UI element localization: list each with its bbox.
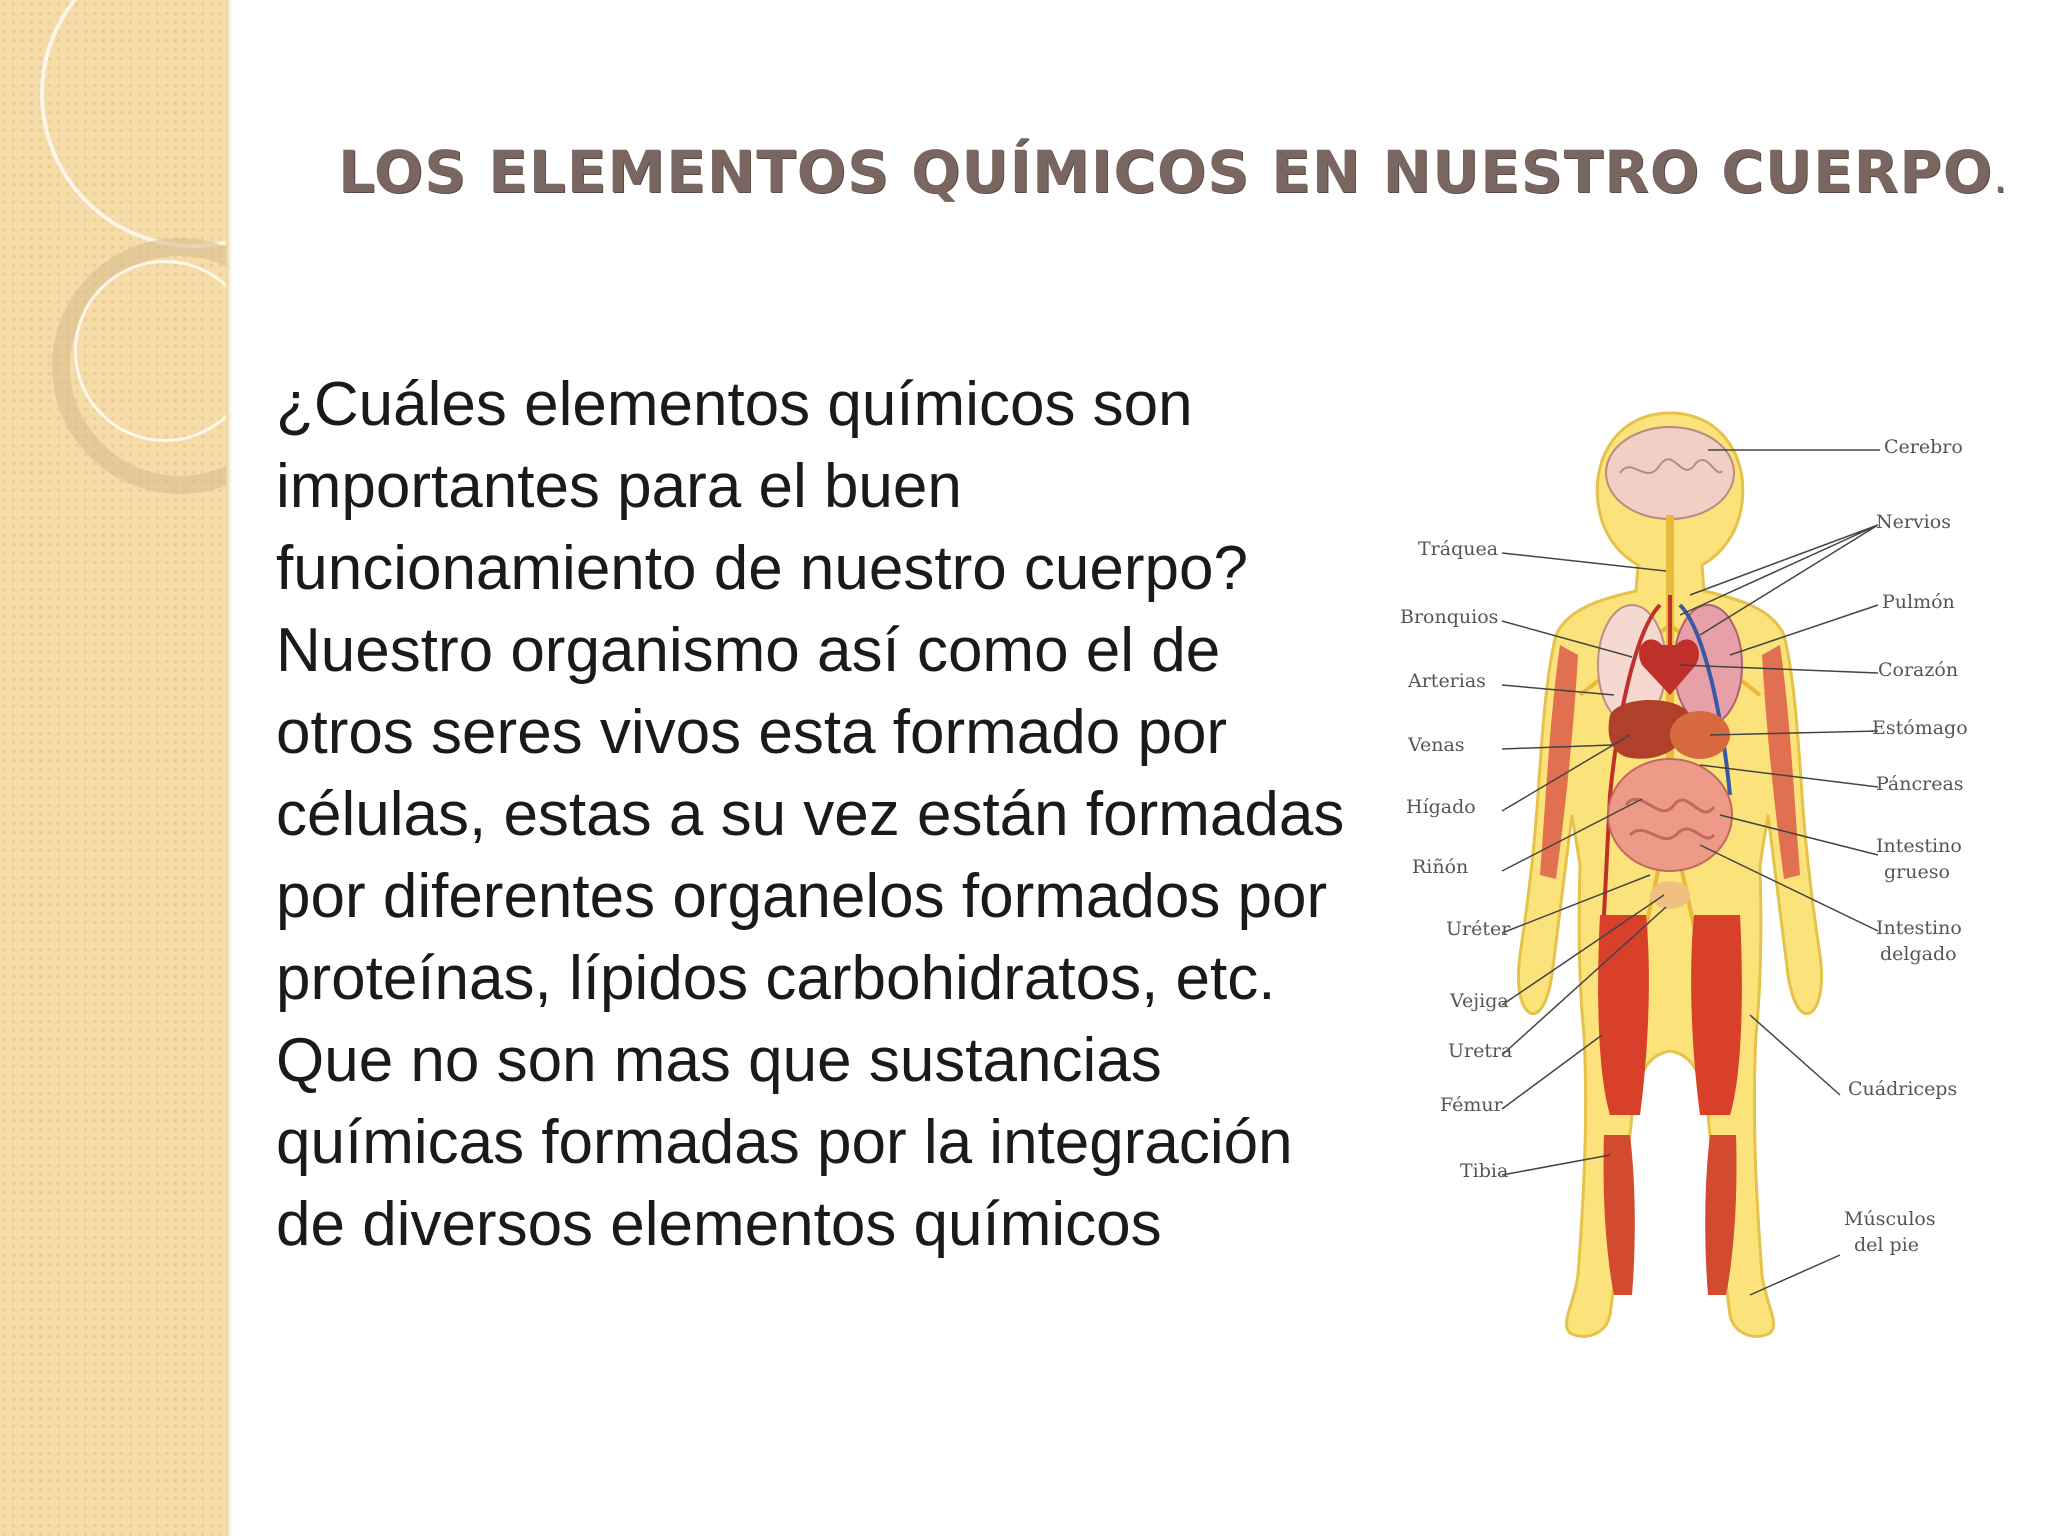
slide-body <box>276 364 1356 1266</box>
label-musculos-pie-1: Músculos <box>1844 1208 1936 1230</box>
label-higado: Hígado <box>1406 796 1476 818</box>
label-traquea: Tráquea <box>1418 538 1499 560</box>
label-intestino-delgado-1: Intestino <box>1876 917 1962 939</box>
label-intestino-grueso-2: grueso <box>1884 861 1950 883</box>
label-femur: Fémur <box>1440 1094 1503 1116</box>
question-text: ¿Cuáles elementos químicos son importantes para el buen funcionamiento de nuestro cuerpo? <box>276 370 1248 603</box>
label-tibia: Tibia <box>1460 1160 1509 1182</box>
label-nervios: Nervios <box>1876 511 1951 533</box>
decorative-ring <box>40 0 226 248</box>
sidebar-edge <box>226 0 232 1536</box>
label-arterias: Arterias <box>1408 670 1486 692</box>
anatomy-svg <box>1370 395 1970 1355</box>
slide-title-suffix: . <box>1993 152 2009 203</box>
label-cuadriceps: Cuádriceps <box>1848 1078 1958 1100</box>
label-cerebro: Cerebro <box>1884 436 1963 458</box>
label-pancreas: Páncreas <box>1876 773 1964 795</box>
human-anatomy-illustration <box>1370 395 1970 1355</box>
body-figure <box>1518 413 1821 1336</box>
label-bronquios: Bronquios <box>1400 606 1499 628</box>
label-vejiga: Vejiga <box>1450 990 1509 1012</box>
slide-title-text: LOS ELEMENTOS QUÍMICOS EN NUESTRO CUERPO <box>338 138 1994 206</box>
decorative-sidebar <box>0 0 226 1536</box>
label-estomago: Estómago <box>1872 717 1968 739</box>
label-uretra: Uretra <box>1448 1040 1513 1062</box>
label-intestino-grueso-1: Intestino <box>1876 835 1962 857</box>
label-corazon: Corazón <box>1878 659 1959 681</box>
label-venas: Venas <box>1408 734 1465 756</box>
label-rinon: Riñón <box>1412 856 1469 878</box>
slide-title <box>338 138 2009 206</box>
label-pulmon: Pulmón <box>1882 591 1955 613</box>
label-ureter: Uréter <box>1446 918 1511 940</box>
body-paragraph: Nuestro organismo así como el de otros seres vivos esta formado por células, estas a su vez están formadas por diferentes organelos formados por proteínas, lípidos carbohidratos, etc. Que no son mas que sustancias químicas formadas por la integración de diversos elementos químicos <box>276 616 1345 1259</box>
label-intestino-delgado-2: delgado <box>1880 943 1957 965</box>
label-musculos-pie-2: del pie <box>1854 1234 1920 1256</box>
